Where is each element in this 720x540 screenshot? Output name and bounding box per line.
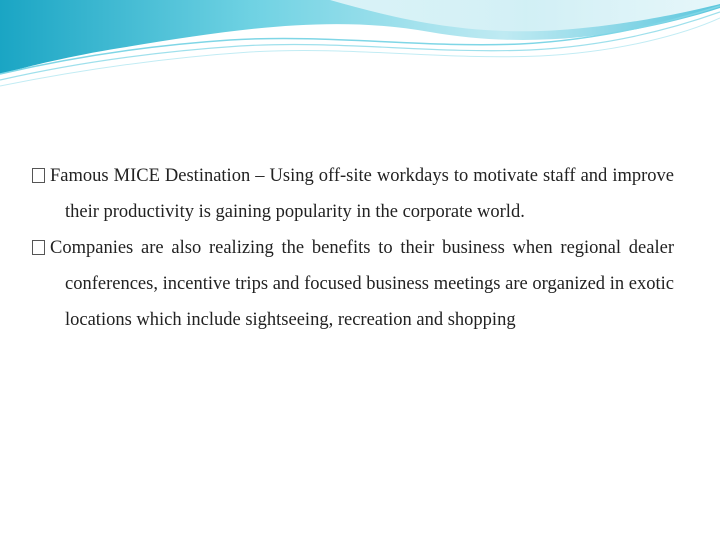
bullet-text: Famous MICE Destination – Using off-site workdays to motivate staff and improve their productivity is gaining popularity in the corporate world. <box>50 166 674 222</box>
slide-body <box>32 158 674 338</box>
bullet-paragraph <box>32 158 674 230</box>
bullet-item <box>32 230 674 338</box>
square-bullet-icon <box>32 168 45 183</box>
header-wave-decoration <box>0 0 720 90</box>
square-bullet-icon <box>32 240 45 255</box>
bullet-paragraph <box>32 230 674 338</box>
bullet-text: Companies are also realizing the benefits to their business when regional dealer conferences, incentive trips and focused business meetings are organized in exotic locations which include sightseeing, recreation and shopping <box>50 238 674 330</box>
bullet-item <box>32 158 674 230</box>
